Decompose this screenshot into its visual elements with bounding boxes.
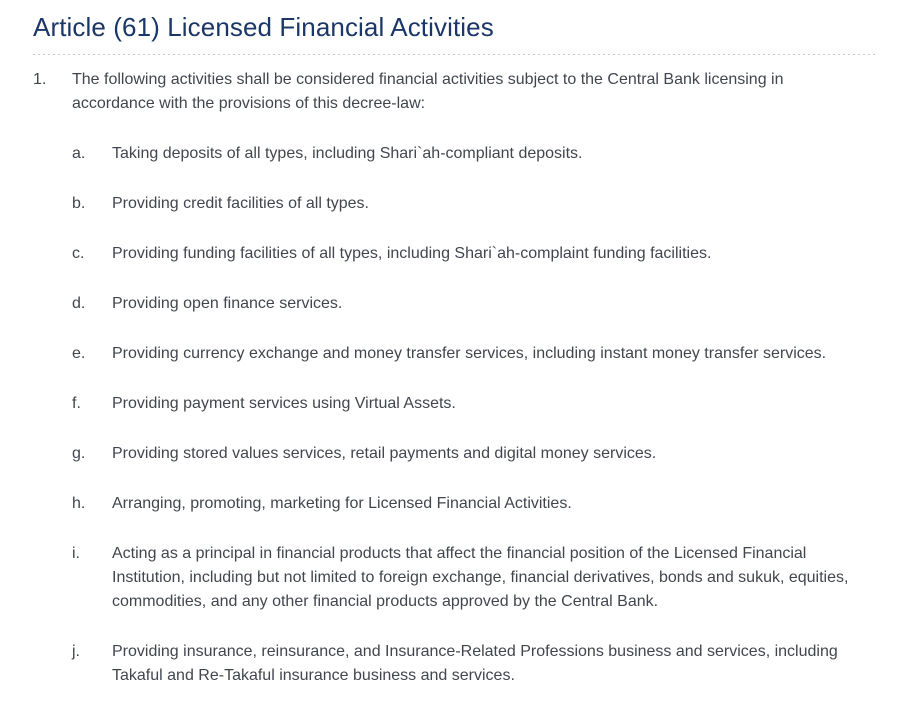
sub-item-h-text: Arranging, promoting, marketing for Licensed Financial Activities. <box>112 495 572 512</box>
sub-item-a-text: Taking deposits of all types, including Shari`ah-compliant deposits. <box>112 145 583 162</box>
sub-item-e-text: Providing currency exchange and money transfer services, including instant money transfer services. <box>112 345 827 362</box>
sub-item-h-letter: h. <box>72 495 86 512</box>
sub-item-g-text: Providing stored values services, retail payments and digital money services. <box>112 445 657 462</box>
sub-item-j <box>72 640 867 688</box>
sub-item-b-letter: b. <box>72 195 86 212</box>
sub-item-c-letter: c. <box>72 245 85 262</box>
sub-item-e-letter: e. <box>72 345 86 362</box>
sub-item-a-letter: a. <box>72 145 86 162</box>
list-item-1-body <box>72 68 867 688</box>
sub-item-e <box>72 342 867 366</box>
sub-item-j-text: Providing insurance, reinsurance, and Insurance-Related Professions business and services, including Takaful and Re-Takaful insurance business and services. <box>112 643 838 684</box>
sub-item-i <box>72 542 867 614</box>
sub-item-i-letter: i. <box>72 545 80 562</box>
sub-item-c <box>72 242 867 266</box>
sub-item-j-letter: j. <box>72 643 80 660</box>
page-title: Article (61) Licensed Financial Activities <box>33 12 494 42</box>
sub-item-c-text: Providing funding facilities of all types, including Shari`ah-complaint funding facilities. <box>112 245 712 262</box>
sub-item-b-text: Providing credit facilities of all types. <box>112 195 369 212</box>
sub-item-h <box>72 492 867 516</box>
sub-item-f <box>72 392 867 416</box>
sub-item-g-letter: g. <box>72 445 86 462</box>
sub-item-d <box>72 292 867 316</box>
sub-item-d-letter: d. <box>72 295 86 312</box>
title-separator <box>33 54 877 56</box>
sub-item-d-text: Providing open finance services. <box>112 295 343 312</box>
list-item-1-number: 1. <box>33 71 47 88</box>
list-item-1 <box>33 68 867 688</box>
sub-item-b <box>72 192 867 216</box>
list-item-1-text: The following activities shall be considered financial activities subject to the Central Bank licensing in accordance with the provisions of this decree-law: <box>72 71 784 112</box>
sub-item-a <box>72 142 867 166</box>
sub-item-i-text: Acting as a principal in financial products that affect the financial position of the Licensed Financial Institution, including but not limited to foreign exchange, financial derivatives, bonds and sukuk, equities, commodities, and any other financial products approved by the Central Bank. <box>112 545 849 610</box>
sub-item-f-letter: f. <box>72 395 81 412</box>
sub-item-g <box>72 442 867 466</box>
sub-item-f-text: Providing payment services using Virtual Assets. <box>112 395 456 412</box>
